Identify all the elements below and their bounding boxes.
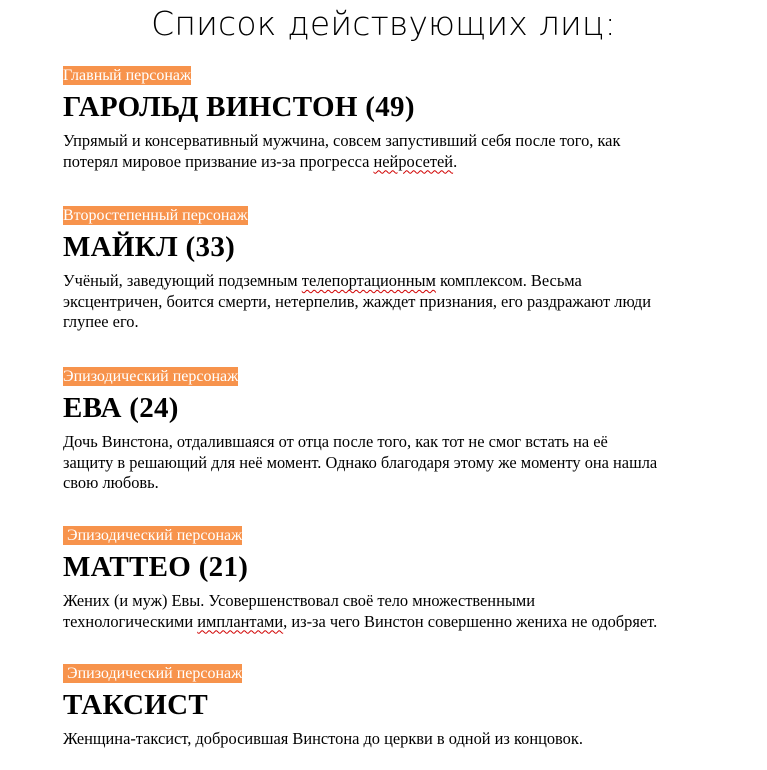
character-name: ТАКСИСТ (63, 689, 209, 721)
role-badge: Второстепенный персонаж (63, 207, 248, 224)
description-line: Женщина-таксист, добросившая Винстона до церкви в одной из концовок. (63, 729, 583, 748)
spellcheck-word[interactable]: имплантами (197, 611, 284, 631)
role-badge: Эпизодический персонаж (63, 664, 242, 683)
character-description (63, 729, 728, 750)
character-entry-taxi-driver (63, 664, 723, 750)
character-entry-michael (63, 206, 723, 333)
character-entry-eva (63, 367, 723, 494)
description-line: защиту в решающий для неё момент. Однако благодаря этому же моменту она нашла (63, 452, 658, 472)
description-line: глупее его. (63, 312, 139, 331)
description-line (63, 152, 728, 173)
character-description (63, 271, 728, 333)
character-entry-matteo (63, 526, 723, 632)
character-description (63, 131, 728, 172)
character-name: ЕВА (24) (63, 392, 179, 424)
character-name: МАЙКЛ (33) (63, 231, 236, 263)
character-name: МАТТЕО (21) (63, 551, 249, 583)
description-line (63, 271, 728, 292)
description-line: эксцентричен, боится смерти, нетерпелив, жаждет признания, его раздражают люди (63, 291, 651, 311)
description-line: Упрямый и консервативный мужчина, совсем запустивший себя после того, как (63, 131, 621, 150)
description-line: свою любовь. (63, 473, 159, 492)
character-entry-harold (63, 66, 723, 172)
page-title: Список действующих лиц: (151, 4, 616, 43)
description-text: комплексом. Весьма (435, 271, 582, 290)
character-name: ГАРОЛЬД ВИНСТОН (49) (63, 91, 415, 123)
description-text: . (453, 151, 458, 171)
description-line (63, 612, 728, 633)
character-description (63, 591, 728, 632)
description-text: , из-за чего Винстон совершенно жениха не одобряет. (283, 611, 658, 631)
description-line: Жених (и муж) Евы. Усовершенствовал своё тело множественными (63, 591, 536, 610)
description-text: технологическими (63, 611, 198, 631)
description-line: Дочь Винстона, отдалившаяся от отца после того, как тот не смог встать на её (63, 432, 608, 451)
role-badge: Эпизодический персонаж (63, 526, 242, 545)
role-badge: Главный персонаж (63, 67, 192, 84)
spellcheck-word[interactable]: телепортационным (301, 271, 436, 290)
description-text: Учёный, заведующий подземным (63, 271, 302, 290)
spellcheck-word[interactable]: нейросетей (373, 151, 454, 171)
role-badge: Эпизодический персонаж (63, 368, 239, 385)
description-text: потерял мировое призвание из-за прогресса (63, 151, 374, 171)
character-description (63, 432, 728, 494)
